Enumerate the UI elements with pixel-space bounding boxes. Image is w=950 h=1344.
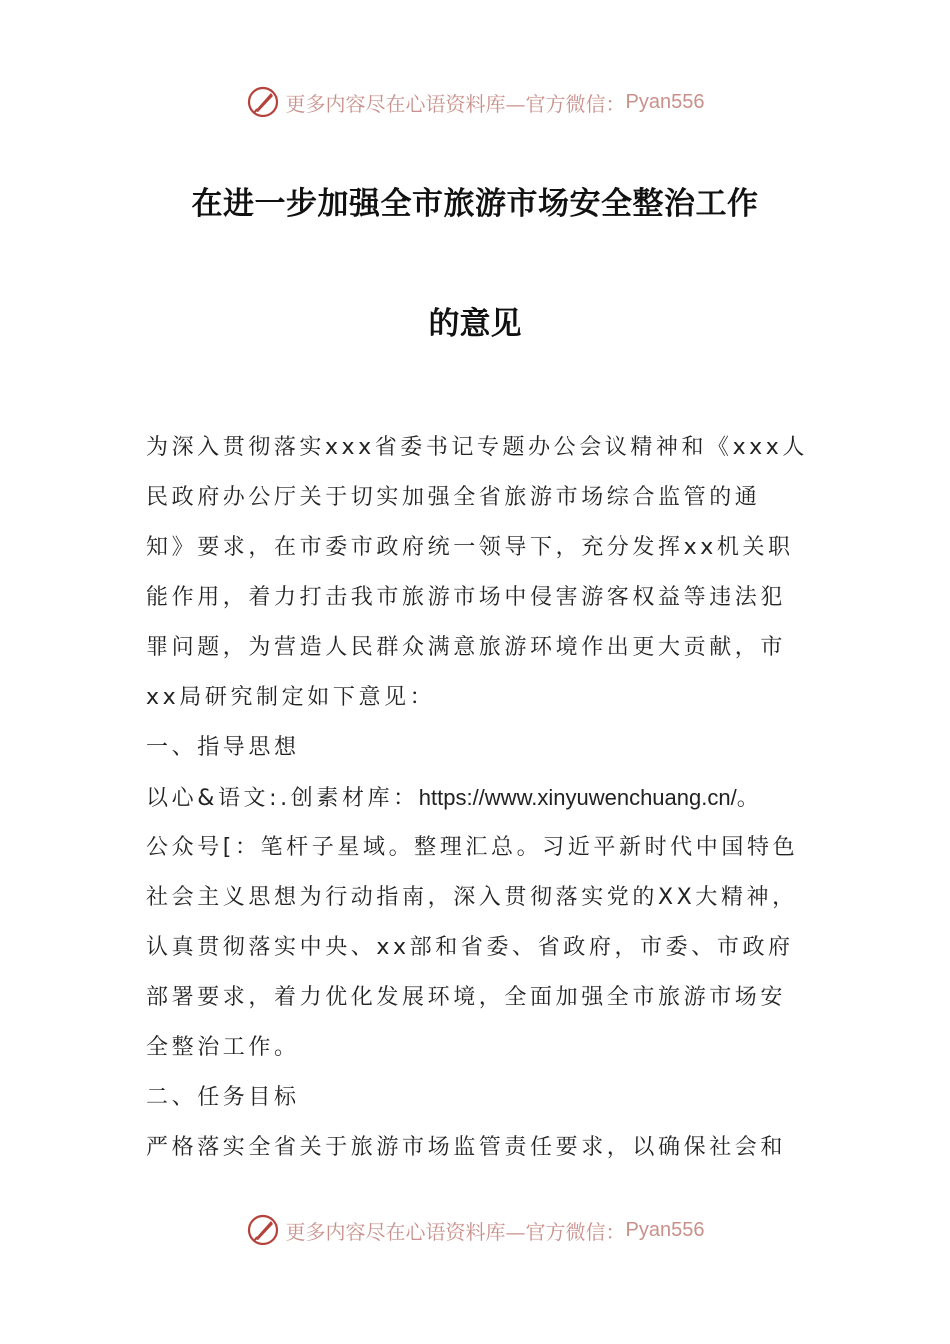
body-line: 为深入贯彻落实xxx省委书记专题办公会议精神和《xxx人 — [146, 435, 808, 460]
banner-wechat-id: Pyan556 — [625, 1218, 705, 1241]
banner-text: 更多内容尽在心语资料库—官方微信： — [285, 91, 626, 116]
source-url: https://www.xinyuwenchuang.cn/ — [418, 785, 737, 810]
body-line-source — [146, 782, 808, 814]
body-line: 知》要求，在市委市政府统一领导下，充分发挥xx机关职 — [146, 535, 794, 560]
body-line: 部署要求，着力优化发展环境，全面加强全市旅游市场安 — [146, 985, 787, 1010]
document-title-line-2: 的意见 — [428, 306, 522, 342]
body-line: 民政府办公厅关于切实加强全省旅游市场综合监管的通 — [146, 485, 761, 510]
header-banner — [0, 82, 950, 122]
body-line: 全整治工作。 — [146, 1035, 300, 1060]
body-line: xx局研究制定如下意见： — [146, 685, 436, 710]
body-line: 能作用，着力打击我市旅游市场中侵害游客权益等违法犯 — [146, 585, 787, 610]
banner-wechat-id: Pyan556 — [625, 90, 705, 113]
source-period: 。 — [736, 786, 759, 811]
quill-logo-icon — [246, 85, 280, 119]
body-line: 公众号[：笔杆子星域。整理汇总。习近平新时代中国特色 — [146, 835, 799, 860]
section-heading-guiding-ideology: 一、指导思想 — [146, 735, 300, 760]
body-line: 罪问题，为营造人民群众满意旅游环境作出更大贡献，市 — [146, 635, 787, 660]
quill-logo-icon — [246, 1213, 280, 1247]
banner-text: 更多内容尽在心语资料库—官方微信： — [285, 1219, 626, 1244]
section-heading-task-goals: 二、任务目标 — [146, 1085, 300, 1110]
body-line: 严格落实全省关于旅游市场监管责任要求，以确保社会和 — [146, 1135, 787, 1160]
document-title-line-1: 在进一步加强全市旅游市场安全整治工作 — [191, 186, 759, 222]
body-line: 社会主义思想为行动指南，深入贯彻落实党的XX大精神， — [146, 885, 798, 910]
source-label: 以心&语文:.创素材库： — [146, 786, 419, 811]
footer-banner — [0, 1210, 950, 1250]
body-line: 认真贯彻落实中央、xx部和省委、省政府，市委、市政府 — [146, 935, 794, 960]
